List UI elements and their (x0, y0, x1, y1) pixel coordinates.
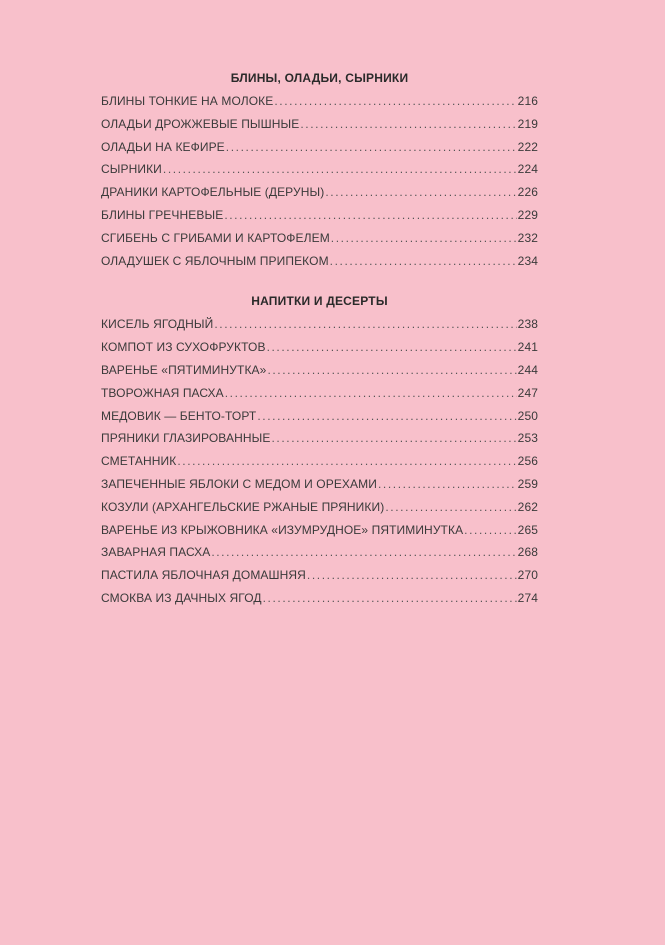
dot-leader (226, 136, 517, 159)
toc-entry[interactable] (101, 250, 538, 273)
dot-leader (224, 204, 516, 227)
toc-entries (101, 313, 538, 609)
toc-entry[interactable] (101, 158, 538, 181)
entry-title: СМЕТАННИК (101, 454, 177, 469)
entry-page-number: 216 (517, 94, 538, 108)
section-title: НАПИТКИ И ДЕСЕРТЫ (251, 294, 388, 309)
toc-entry[interactable] (101, 227, 538, 250)
entry-page-number: 268 (517, 545, 538, 560)
dot-leader (331, 227, 517, 250)
entry-title: КИСЕЛЬ ЯГОДНЫЙ (101, 317, 214, 332)
entry-page-number: 244 (517, 362, 538, 377)
entry-title: МЕДОВИК — БЕНТО-ТОРТ (101, 408, 257, 423)
dot-leader (378, 473, 517, 496)
dot-leader (267, 336, 517, 359)
entry-page-number: 250 (517, 408, 538, 423)
dot-leader (211, 541, 516, 564)
dot-leader (225, 382, 517, 405)
entry-page-number: 253 (517, 431, 538, 446)
dot-leader (300, 113, 516, 136)
dot-leader (214, 313, 516, 336)
entry-title: СГИБЕНЬ С ГРИБАМИ И КАРТОФЕЛЕМ (101, 230, 330, 245)
toc-entry[interactable] (101, 587, 538, 610)
entry-page-number: 259 (517, 476, 538, 491)
toc-entry[interactable] (101, 405, 538, 428)
entry-page-number: 265 (517, 522, 538, 537)
toc-entry[interactable] (101, 313, 538, 336)
entry-page-number: 262 (517, 499, 538, 514)
dot-leader (267, 359, 516, 382)
entry-title: ОЛАДУШЕК С ЯБЛОЧНЫМ ПРИПЕКОМ (101, 253, 329, 268)
toc-section-drinks-desserts (101, 289, 538, 609)
section-title: БЛИНЫ, ОЛАДЬИ, СЫРНИКИ (230, 71, 409, 85)
toc-entry[interactable] (101, 427, 538, 450)
toc-entries (101, 90, 538, 272)
entry-title: БЛИНЫ ТОНКИЕ НА МОЛОКЕ (101, 94, 274, 108)
entry-page-number: 224 (517, 162, 538, 177)
entry-title: КОЗУЛИ (АРХАНГЕЛЬСКИЕ РЖАНЫЕ ПРЯНИКИ) (101, 499, 385, 514)
entry-title: ОЛАДЬИ ДРОЖЖЕВЫЕ ПЫШНЫЕ (101, 116, 300, 131)
entry-page-number: 247 (517, 385, 538, 400)
toc-entry[interactable] (101, 382, 538, 405)
entry-title: ОЛАДЬИ НА КЕФИРЕ (101, 139, 225, 154)
entry-title: ВАРЕНЬЕ ИЗ КРЫЖОВНИКА «ИЗУМРУДНОЕ» ПЯТИМИНУТКА (101, 522, 464, 537)
table-of-contents (101, 66, 538, 610)
toc-entry[interactable] (101, 519, 538, 542)
entry-title: ПРЯНИКИ ГЛАЗИРОВАННЫЕ (101, 431, 271, 446)
dot-leader (263, 587, 517, 610)
entry-title: ЗАПЕЧЕННЫЕ ЯБЛОКИ С МЕДОМ И ОРЕХАМИ (101, 476, 377, 491)
dot-leader (177, 450, 516, 473)
toc-entry[interactable] (101, 496, 538, 519)
entry-title: БЛИНЫ ГРЕЧНЕВЫЕ (101, 207, 224, 222)
entry-title: ПАСТИЛА ЯБЛОЧНАЯ ДОМАШНЯЯ (101, 568, 306, 583)
entry-title: ЗАВАРНАЯ ПАСХА (101, 545, 211, 560)
toc-entry[interactable] (101, 473, 538, 496)
toc-entry[interactable] (101, 181, 538, 204)
dot-leader (163, 158, 517, 181)
dot-leader (307, 564, 517, 587)
toc-entry[interactable] (101, 113, 538, 136)
entry-page-number: 219 (517, 116, 538, 131)
entry-title: СМОКВА ИЗ ДАЧНЫХ ЯГОД (101, 590, 262, 605)
dot-leader (274, 90, 516, 113)
entry-page-number: 222 (517, 139, 538, 154)
dot-leader (271, 427, 516, 450)
entry-page-number: 274 (517, 590, 538, 605)
entry-page-number: 226 (517, 185, 538, 200)
toc-entry[interactable] (101, 541, 538, 564)
toc-entry[interactable] (101, 450, 538, 473)
entry-title: СЫРНИКИ (101, 162, 162, 177)
dot-leader (325, 181, 516, 204)
dot-leader (257, 405, 516, 428)
entry-page-number: 234 (517, 253, 538, 268)
dot-leader (385, 496, 516, 519)
dot-leader (464, 519, 517, 542)
entry-title: ДРАНИКИ КАРТОФЕЛЬНЫЕ (ДЕРУНЫ) (101, 185, 325, 200)
toc-entry[interactable] (101, 564, 538, 587)
toc-entry[interactable] (101, 136, 538, 159)
toc-entry[interactable] (101, 90, 538, 113)
entry-page-number: 270 (517, 568, 538, 583)
toc-entry[interactable] (101, 204, 538, 227)
entry-page-number: 241 (517, 340, 538, 355)
toc-entry[interactable] (101, 359, 538, 382)
entry-title: ТВОРОЖНАЯ ПАСХА (101, 385, 224, 400)
toc-entry[interactable] (101, 336, 538, 359)
entry-title: ВАРЕНЬЕ «ПЯТИМИНУТКА» (101, 362, 267, 377)
entry-title: КОМПОТ ИЗ СУХОФРУКТОВ (101, 340, 266, 355)
entry-page-number: 238 (517, 317, 538, 332)
entry-page-number: 229 (517, 207, 538, 222)
entry-page-number: 232 (517, 230, 538, 245)
toc-section-pancakes (101, 66, 538, 272)
entry-page-number: 256 (517, 454, 538, 469)
dot-leader (330, 250, 517, 273)
